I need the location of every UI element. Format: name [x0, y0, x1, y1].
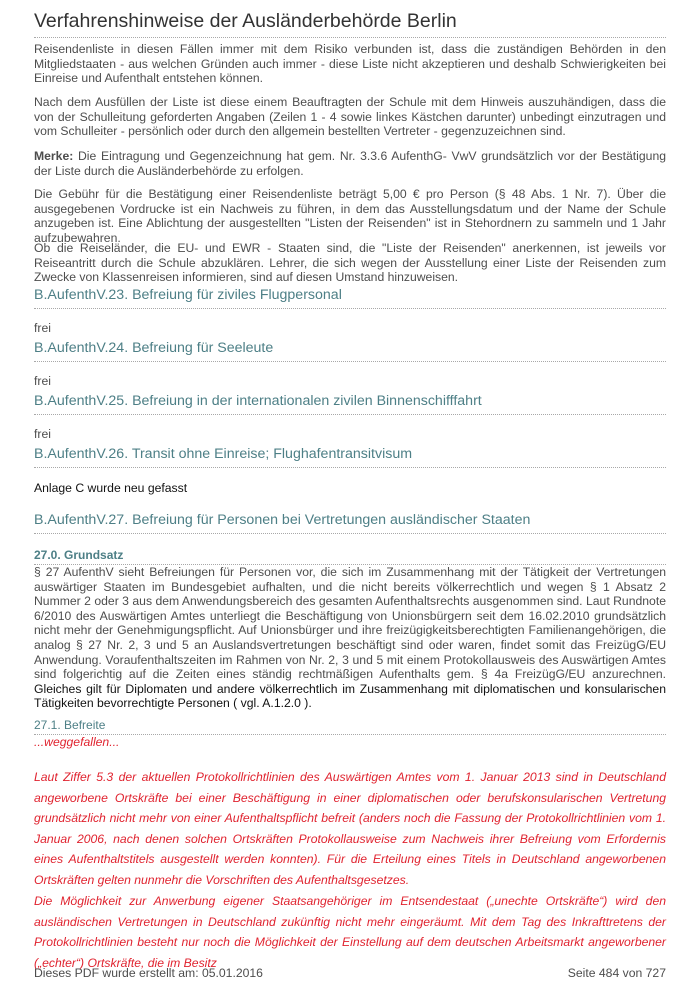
grundsatz-text-highlight: Gleiches gilt für Diplomaten und andere völkerrechtlich im Zusammenhang mit diplomatischen und konsularischen Tätigkeiten bevorrechtigte Personen ( vgl. A.1.2.0 ).	[34, 681, 666, 711]
section-26-body: Anlage C wurde neu gefasst	[34, 481, 188, 495]
section-heading-24: B.AufenthV.24. Befreiung für Seeleute	[34, 340, 666, 362]
intro-paragraph-2: Nach dem Ausfüllen der Liste ist diese einem Beauftragten der Schule mit dem Hinweis auszuhändigen, dass die von der Schulleitung geforderten Angaben (Zeilen 1 - 4 sowie linkes Kästchen darunter) unbedingt einzutragen und vom Schulleiter - persönlich oder durch den allgemein bestellten Vertreter - gegenzuzeichnen sind.	[34, 95, 666, 139]
countries-paragraph: Ob die Reiseländer, die EU- und EWR - Staaten sind, die "Liste der Reisenden" anerkennen, ist jeweils vor Reiseantritt durch die Schule abzuklären. Lehrer, die sich wegen der Ausstellung einer Liste der Reisenden zum Zwecke von Klassenreisen informieren, sind auf diesen Umstand hinzuweisen.	[34, 241, 666, 285]
footer-page-number: Seite 484 von 727	[567, 966, 666, 980]
section-25-body: frei	[34, 427, 51, 441]
red-paragraph-2: Die Möglichkeit zur Anwerbung eigener Staatsangehöriger im Entsendestaat („unechte Ortskräfte“) wird den ausländischen Vertretungen in Deutschland zukünftig nicht mehr eingeräumt. Mit dem Tag des Inkrafttretens der Protokollrichtlinien besteht nur noch die Möglichkeit der Einstellung auf dem deutschen Arbeitsmarkt angeworbener („echter“) Ortskräfte, die im Besitz	[34, 894, 666, 970]
section-heading-26: B.AufenthV.26. Transit ohne Einreise; Flughafentransitvisum	[34, 446, 666, 468]
section-heading-25: B.AufenthV.25. Befreiung in der internationalen zivilen Binnenschifffahrt	[34, 393, 666, 415]
red-paragraph-1: Laut Ziffer 5.3 der aktuellen Protokollrichtlinien des Auswärtigen Amtes vom 1. Januar 2013 sind in Deutschland angeworbene Ortskräfte bei einer Beschäftigung in einer diplomatischen oder berufskonsularischen Vertretung grundsätzlich nicht mehr von einer Aufenthaltspflicht befreit (anders noch die Fassung der Protokollrichtlinien vom 1. Januar 2006, nach denen solchen Ortskräften Protokollausweise zum Nachweis ihrer Befreiung vom Erfordernis eines Aufenthaltstitels ausgestellt werden konnten). Für die Erteilung eines Titels in Deutschland angeworbenen Ortskräften gelten nunmehr die Vorschriften des Aufenthaltsgesetzes.	[34, 770, 666, 887]
section-heading-27: B.AufenthV.27. Befreiung für Personen bei Vertretungen ausländischer Staaten	[34, 512, 666, 534]
fee-paragraph: Die Gebühr für die Bestätigung einer Reisendenliste beträgt 5,00 € pro Person (§ 48 Abs. 1 Nr. 7). Über die ausgegebenen Vordrucke ist ein Nachweis zu führen, in dem das Ausstellungsdatum und der Name der Schule anzugeben ist. Eine Ablichtung der ausgestellten "Listen der Reisenden" ist in Stehordnern zu sammeln und 1 Jahr aufzubewahren.	[34, 187, 666, 245]
merke-label: Merke:	[34, 149, 74, 163]
footer-created-date: Dieses PDF wurde erstellt am: 05.01.2016	[34, 966, 263, 980]
merke-paragraph	[34, 149, 666, 178]
section-heading-23: B.AufenthV.23. Befreiung für ziviles Flugpersonal	[34, 287, 666, 309]
merke-text: Die Eintragung und Gegenzeichnung hat gem. Nr. 3.3.6 AufenthG- VwV grundsätzlich vor der Bestätigung der Liste durch die Ausländerbehörde zu erfolgen.	[34, 149, 666, 178]
grundsatz-text: § 27 AufenthV sieht Befreiungen für Personen vor, die sich im Zusammenhang mit der Tätigkeit der Vertretungen auswärtiger Staaten im Bundesgebiet aufhalten, und die nicht bereits völkerrechtlich und wegen § 1 Absatz 2 Nummer 2 oder 3 aus dem Anwendungsbereich des gesamten Aufenthaltsrechts ausgenommen sind. Laut Rundnote 6/2010 des Auswärtigen Amtes unterliegt die Beschäftigung von Unionsbürgern seit dem 16.02.2010 grundsätzlich nicht mehr der Genehmigungspflicht. Auf Unionsbürger und ihre freizügigkeitsberechtigten Familienangehörigen, die analog § 27 Nr. 2, 3 und 5 an Auslandsvertretungen beschäftigt sind oder waren, findet somit das FreizügG/EU Anwendung. Voraufenthaltszeiten im Rahmen von Nr. 2, 3 und 5 mit einem Protokollausweis des Auswärtigen Amtes sind folgerichtig auf die Zeiten eines ständig rechtmäßigen Aufenthalts gem. § 4a FreizügG/EU anzurechnen.	[34, 565, 666, 682]
intro-paragraph-1: Reisendenliste in diesen Fällen immer mit dem Risiko verbunden ist, dass die zuständigen Behörden in den Mitgliedstaaten - aus welchen Gründen auch immer - diese Liste nicht akzeptieren und deshalb Schwierigkeiten bei Einreise und Aufenthalt entstehen können.	[34, 42, 666, 86]
document-title: Verfahrenshinweise der Ausländerbehörde Berlin	[34, 10, 666, 38]
grundsatz-paragraph	[34, 565, 666, 711]
section-24-body: frei	[34, 374, 51, 388]
befreite-heading: 27.1. Befreite	[34, 718, 666, 735]
removed-notice: ...weggefallen...	[34, 735, 120, 749]
section-23-body: frei	[34, 321, 51, 335]
grundsatz-heading: 27.0. Grundsatz	[34, 548, 666, 565]
